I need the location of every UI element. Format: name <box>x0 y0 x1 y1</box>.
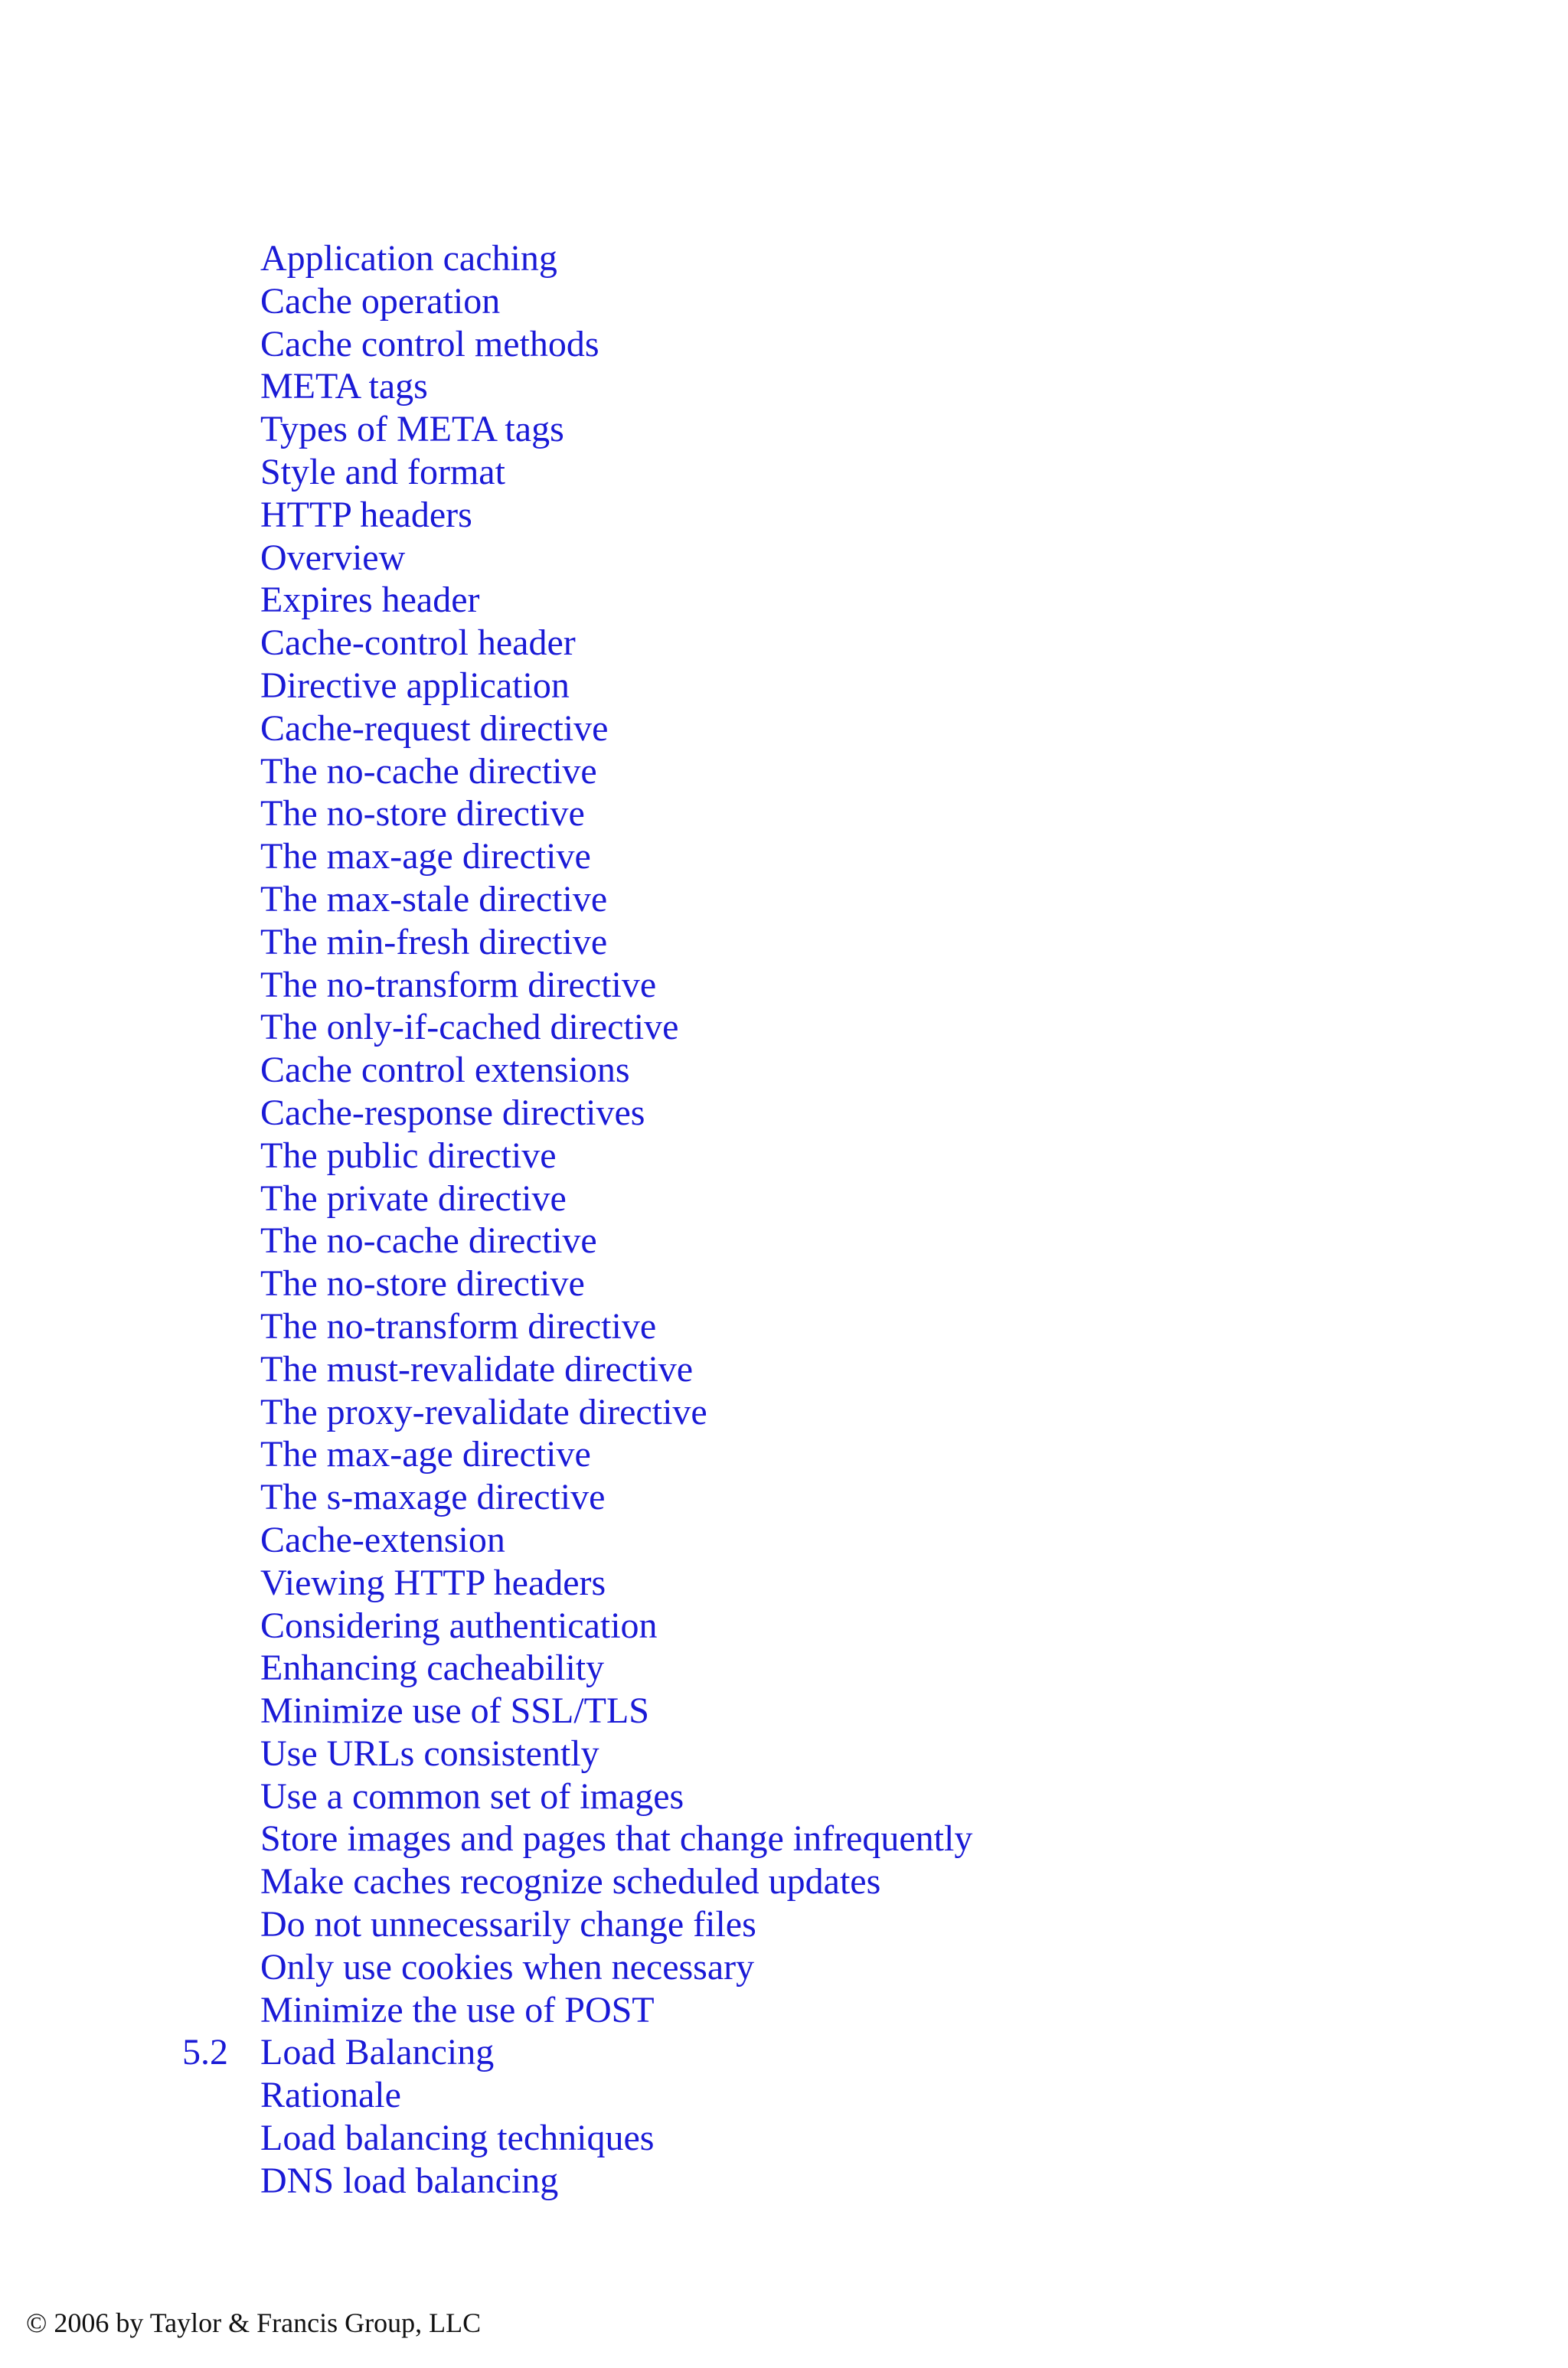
table-of-contents <box>0 237 1568 2203</box>
toc-entry-link[interactable]: Cache-response directives <box>260 1092 645 1133</box>
toc-entry[interactable] <box>0 622 1568 665</box>
toc-entry-link[interactable]: Use a common set of images <box>260 1775 684 1817</box>
toc-entry[interactable] <box>0 2160 1568 2203</box>
toc-entry[interactable] <box>0 665 1568 707</box>
toc-entry-link[interactable]: Make caches recognize scheduled updates <box>260 1861 881 1903</box>
toc-entry[interactable] <box>0 1476 1568 1519</box>
toc-entry[interactable] <box>0 2117 1568 2160</box>
toc-entry-link[interactable]: Cache-extension <box>260 1519 505 1560</box>
toc-entry[interactable] <box>0 1690 1568 1733</box>
toc-entry-link[interactable]: Only use cookies when necessary <box>260 1946 755 1987</box>
toc-entry[interactable] <box>0 1262 1568 1305</box>
toc-entry-link[interactable]: The private directive <box>260 1177 567 1219</box>
toc-entry[interactable] <box>0 1860 1568 1903</box>
toc-section-number: 5.2 <box>182 2032 228 2073</box>
toc-entry-link[interactable]: DNS load balancing <box>260 2160 559 2201</box>
toc-entry-link[interactable]: Directive application <box>260 665 570 706</box>
toc-entry[interactable] <box>0 237 1568 280</box>
toc-entry[interactable] <box>0 408 1568 451</box>
toc-entry-link[interactable]: The min-fresh directive <box>260 921 608 962</box>
toc-entry-link[interactable]: Expires header <box>260 580 480 621</box>
toc-entry[interactable] <box>0 1733 1568 1775</box>
toc-entry-link[interactable]: The max-age directive <box>260 836 591 877</box>
toc-entry[interactable] <box>0 1818 1568 1860</box>
toc-entry[interactable] <box>0 1647 1568 1690</box>
toc-entry[interactable] <box>0 1903 1568 1946</box>
toc-entry-link[interactable]: Rationale <box>260 2075 401 2116</box>
toc-entry-link[interactable]: The s-maxage directive <box>260 1477 606 1518</box>
toc-entry[interactable] <box>0 750 1568 793</box>
toc-entry[interactable] <box>0 494 1568 537</box>
toc-entry-link[interactable]: Considering authentication <box>260 1605 658 1646</box>
toc-entry[interactable] <box>0 1562 1568 1605</box>
toc-entry[interactable] <box>0 1348 1568 1391</box>
toc-entry-link[interactable]: HTTP headers <box>260 494 472 535</box>
toc-entry-link[interactable]: The no-cache directive <box>260 750 597 792</box>
toc-entry[interactable] <box>0 365 1568 408</box>
toc-entry-link[interactable]: Viewing HTTP headers <box>260 1562 606 1603</box>
toc-entry[interactable] <box>0 1989 1568 2032</box>
toc-entry-link[interactable]: Overview <box>260 537 406 578</box>
toc-entry[interactable] <box>0 1391 1568 1434</box>
toc-entry-link[interactable]: The max-stale directive <box>260 878 608 919</box>
toc-entry[interactable] <box>0 537 1568 580</box>
toc-entry-link[interactable]: Enhancing cacheability <box>260 1648 605 1689</box>
toc-entry-link[interactable]: Store images and pages that change infrequently <box>260 1818 973 1860</box>
toc-entry-link[interactable]: Cache-request directive <box>260 707 609 749</box>
toc-entry[interactable] <box>0 1092 1568 1135</box>
toc-entry-link[interactable]: The only-if-cached directive <box>260 1007 679 1048</box>
toc-entry-link[interactable]: The no-store directive <box>260 1263 585 1305</box>
copyright-footer: © 2006 by Taylor & Francis Group, LLC <box>26 2308 482 2338</box>
toc-entry-link[interactable]: The no-transform directive <box>260 964 657 1005</box>
toc-entry-link[interactable]: Style and format <box>260 451 505 492</box>
toc-entry[interactable] <box>0 1006 1568 1049</box>
toc-entry[interactable] <box>0 835 1568 878</box>
toc-entry[interactable] <box>0 707 1568 750</box>
toc-entry[interactable] <box>0 2031 1568 2074</box>
toc-entry-link[interactable]: The public directive <box>260 1135 557 1176</box>
toc-entry-link[interactable]: Cache operation <box>260 280 501 322</box>
toc-entry[interactable] <box>0 921 1568 964</box>
toc-entry-link[interactable]: Cache control methods <box>260 323 599 364</box>
toc-entry[interactable] <box>0 451 1568 494</box>
toc-entry-link[interactable]: Minimize use of SSL/TLS <box>260 1690 649 1732</box>
toc-entry-link[interactable]: Do not unnecessarily change files <box>260 1904 756 1945</box>
toc-entry-link[interactable]: The no-store directive <box>260 793 585 835</box>
toc-entry[interactable] <box>0 280 1568 323</box>
toc-entry-link[interactable]: The no-cache directive <box>260 1220 597 1262</box>
toc-entry[interactable] <box>0 1177 1568 1220</box>
toc-entry[interactable] <box>0 1605 1568 1648</box>
toc-entry-link[interactable]: Application caching <box>260 238 557 279</box>
toc-entry[interactable] <box>0 2074 1568 2117</box>
toc-entry-link[interactable]: Load Balancing <box>260 2032 495 2073</box>
toc-entry[interactable] <box>0 579 1568 622</box>
toc-entry-link[interactable]: Cache control extensions <box>260 1050 630 1091</box>
toc-entry-link[interactable]: Load balancing techniques <box>260 2118 655 2159</box>
toc-entry[interactable] <box>0 1049 1568 1092</box>
toc-entry[interactable] <box>0 1135 1568 1177</box>
toc-entry[interactable] <box>0 792 1568 835</box>
toc-entry[interactable] <box>0 1305 1568 1348</box>
toc-entry[interactable] <box>0 323 1568 366</box>
toc-entry-link[interactable]: META tags <box>260 366 428 407</box>
toc-entry-link[interactable]: Minimize the use of POST <box>260 1989 655 2030</box>
toc-entry[interactable] <box>0 1220 1568 1262</box>
toc-entry-link[interactable]: The must-revalidate directive <box>260 1348 694 1390</box>
toc-entry[interactable] <box>0 1775 1568 1818</box>
toc-entry-link[interactable]: Use URLs consistently <box>260 1733 599 1774</box>
toc-entry[interactable] <box>0 1946 1568 1989</box>
toc-entry-link[interactable]: Types of META tags <box>260 409 564 450</box>
toc-entry-link[interactable]: The proxy-revalidate directive <box>260 1391 707 1432</box>
toc-entry[interactable] <box>0 1519 1568 1562</box>
toc-entry[interactable] <box>0 878 1568 921</box>
toc-entry[interactable] <box>0 1433 1568 1476</box>
toc-entry-link[interactable]: The no-transform directive <box>260 1305 657 1347</box>
toc-entry[interactable] <box>0 964 1568 1007</box>
toc-entry-link[interactable]: Cache-control header <box>260 622 576 664</box>
toc-entry-link[interactable]: The max-age directive <box>260 1434 591 1475</box>
